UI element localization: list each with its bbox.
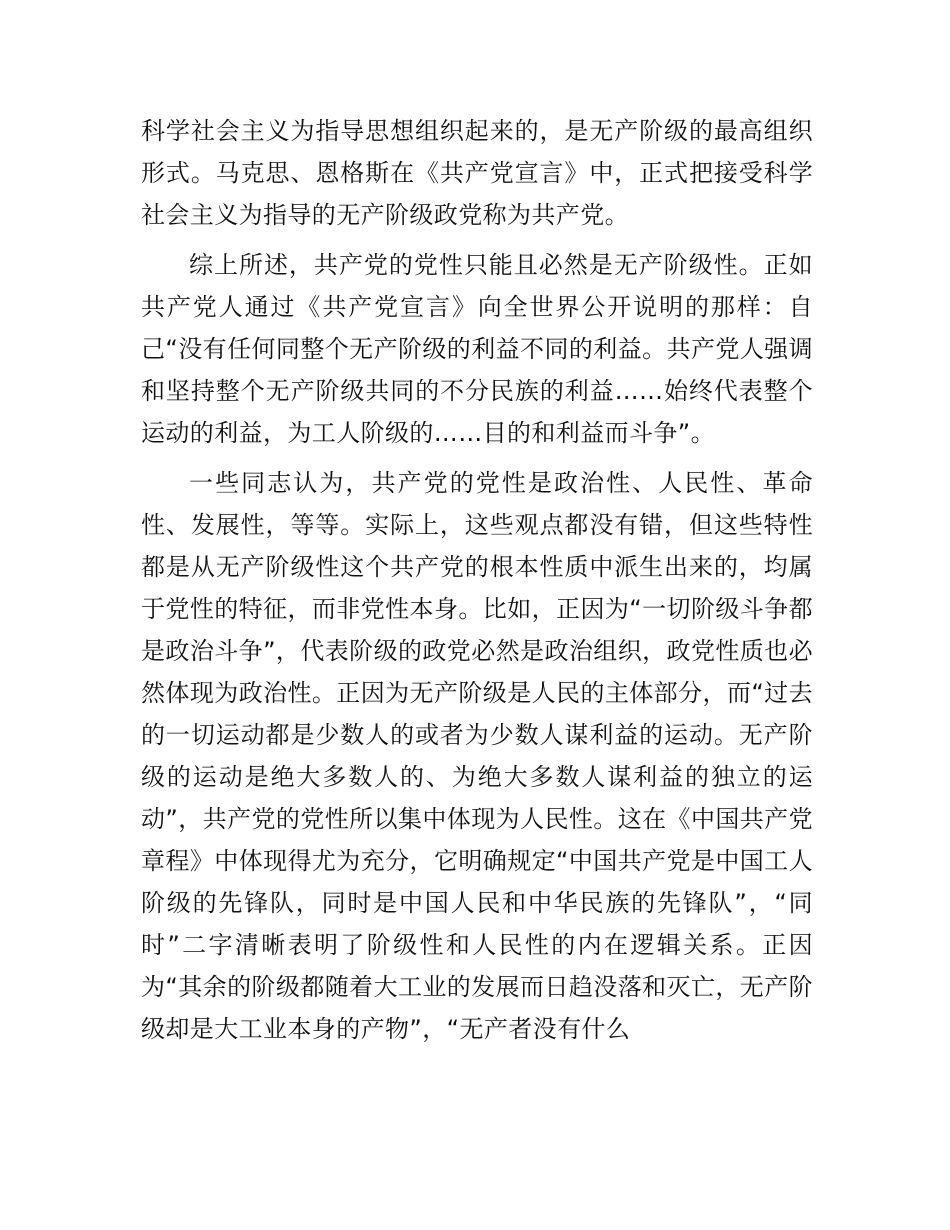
paragraph-summary: 综上所述，共产党的党性只能且必然是无产阶级性。正如共产党人通过《共产党宣言》向全世界公开说明的那样：自己“没有任何同整个无产阶级的利益不同的利益。共产党人强调和坚持整个无产阶级共同的不分民族的利益……始终代表整个运动的利益，为工人阶级的……目的和利益而斗争”。 (141, 251, 813, 447)
document-body (141, 110, 813, 1058)
paragraph-continued: 科学社会主义为指导思想组织起来的，是无产阶级的最高组织形式。马克思、恩格斯在《共产党宣言》中，正式把接受科学社会主义为指导的无产阶级政党称为共产党。 (141, 117, 813, 229)
paragraph-party-characteristics: 一些同志认为，共产党的党性是政治性、人民性、革命性、发展性，等等。实际上，这些观点都没有错，但这些特性都是从无产阶级性这个共产党的根本性质中派生出来的，均属于党性的特征，而非党性本身。比如，正因为“一切阶级斗争都是政治斗争”，代表阶级的政党必然是政治组织，政党性质也必然体现为政治性。正因为无产阶级是人民的主体部分，而“过去的一切运动都是少数人的或者为少数人谋利益的运动。无产阶级的运动是绝大多数人的、为绝大多数人谋利益的独立的运动”，共产党的党性所以集中体现为人民性。这在《中国共产党章程》中体现得尤为充分，它明确规定“中国共产党是中国工人阶级的先锋队，同时是中国人民和中华民族的先锋队”，“同时”二字清晰表明了阶级性和人民性的内在逻辑关系。正因为“其余的阶级都随着大工业的发展而日趋没落和灭亡，无产阶级却是大工业本身的产物”，“无产者没有什么 (141, 469, 813, 1043)
